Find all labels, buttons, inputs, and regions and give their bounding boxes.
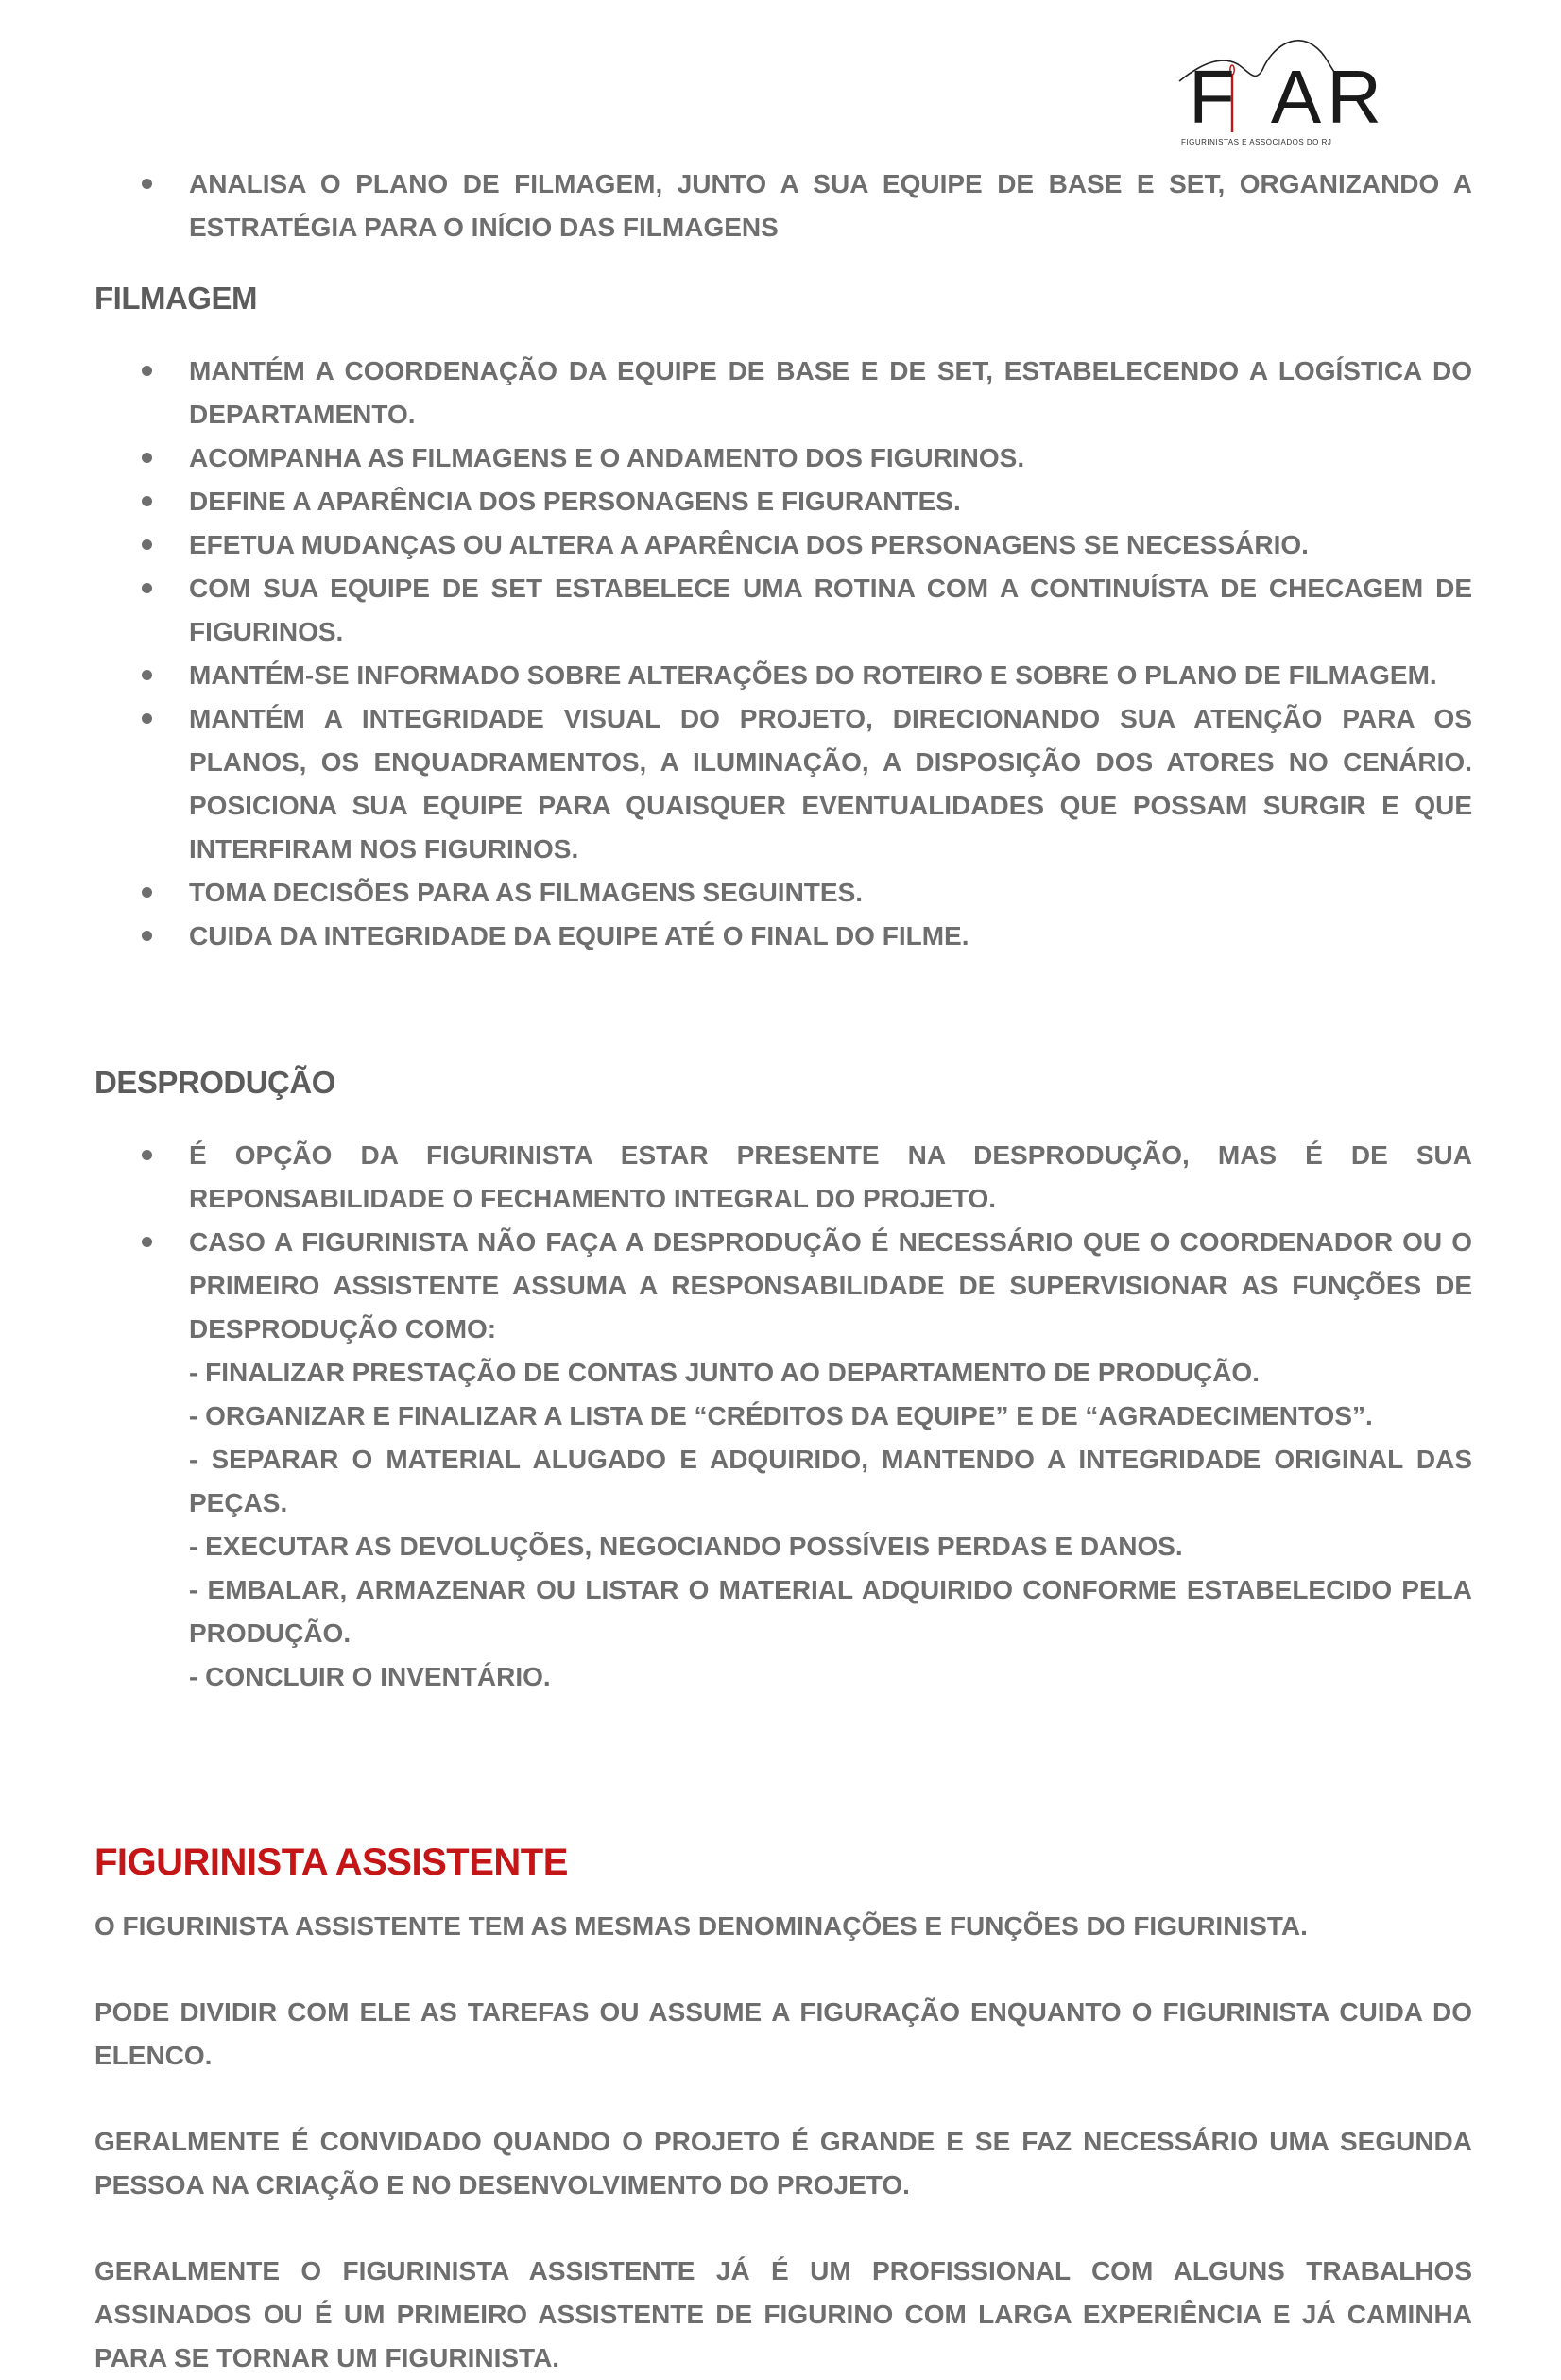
sub-item: - EXECUTAR AS DEVOLUÇÕES, NEGOCIANDO POSSÍVEIS PERDAS E DANOS.	[189, 1532, 1183, 1561]
bullet-dot-icon	[142, 1237, 152, 1247]
bullet-dot-icon	[142, 453, 152, 463]
logo-wordmark: FAR	[1189, 55, 1384, 139]
bullet-dot-icon	[142, 496, 152, 506]
sub-item: - EMBALAR, ARMAZENAR OU LISTAR O MATERIAL ADQUIRIDO CONFORME ESTABELECIDO PELA PRODUÇÃO.	[189, 1575, 1472, 1648]
section-title-desproducao: DESPRODUÇÃO	[94, 1065, 335, 1100]
list-item: CUIDA DA INTEGRIDADE DA EQUIPE ATÉ O FINAL DO FILME.	[94, 915, 1472, 958]
bullet-dot-icon	[142, 713, 152, 724]
bullet-dot-icon	[142, 583, 152, 593]
paragraph: GERALMENTE É CONVIDADO QUANDO O PROJETO É GRANDE E SE FAZ NECESSÁRIO UMA SEGUNDA PESSOA NA CRIAÇÃO E NO DESENVOLVIMENTO DO PROJETO.	[94, 2127, 1472, 2200]
bullet-dot-icon	[142, 366, 152, 376]
list-item: ACOMPANHA AS FILMAGENS E O ANDAMENTO DOS FIGURINOS.	[94, 437, 1472, 480]
list-item: EFETUA MUDANÇAS OU ALTERA A APARÊNCIA DOS PERSONAGENS SE NECESSÁRIO.	[94, 523, 1472, 567]
list-item: É OPÇÃO DA FIGURINISTA ESTAR PRESENTE NA DESPRODUÇÃO, MAS É DE SUA REPONSABILIDADE O FECHAMENTO INTEGRAL DO PROJETO.	[94, 1134, 1472, 1221]
list-item: ANALISA O PLANO DE FILMAGEM, JUNTO A SUA EQUIPE DE BASE E SET, ORGANIZANDO A ESTRATÉGIA PARA O INÍCIO DAS FILMAGENS	[94, 163, 1472, 249]
intro-bullet-list	[94, 163, 1472, 249]
sub-item: - SEPARAR O MATERIAL ALUGADO E ADQUIRIDO, MANTENDO A INTEGRIDADE ORIGINAL DAS PEÇAS.	[189, 1445, 1472, 1517]
bullet-dot-icon	[142, 887, 152, 898]
list-item: MANTÉM A INTEGRIDADE VISUAL DO PROJETO, DIRECIONANDO SUA ATENÇÃO PARA OS PLANOS, OS ENQUADRAMENTOS, A ILUMINAÇÃO, A DISPOSIÇÃO DOS ATORES NO CENÁRIO. POSICIONA SUA EQUIPE PARA QUAISQUER EVENTUALIDADES QUE POSSAM SURGIR E QUE INTERFIRAM NOS FIGURINOS.	[94, 697, 1472, 871]
section-title-filmagem: FILMAGEM	[94, 281, 257, 316]
content-column	[94, 163, 1472, 2380]
list-item: CASO A FIGURINISTA NÃO FAÇA A DESPRODUÇÃO É NECESSÁRIO QUE O COORDENADOR OU O PRIMEIRO ASSISTENTE ASSUMA A RESPONSABILIDADE DE SUPERVISIONAR AS FUNÇÕES DE DESPRODUÇÃO COMO: - FINALIZAR PRESTAÇÃO DE CONTAS JUNTO AO DEPARTAMENTO DE PRODUÇÃO. - ORGANIZAR E FINALIZAR A LISTA DE “CRÉDITOS DA EQUIPE” E DE “AGRADECIMENTOS”. - SEPARAR O MATERIAL ALUGADO E ADQUIRIDO, MANTENDO A INTEGRIDADE ORIGINAL DAS PEÇAS. - EXECUTAR AS DEVOLUÇÕES, NEGOCIANDO POSSÍVEIS PERDAS E DANOS. - EMBALAR, ARMAZENAR OU LISTAR O MATERIAL ADQUIRIDO CONFORME ESTABELECIDO PELA PRODUÇÃO. - CONCLUIR O INVENTÁRIO.	[94, 1221, 1472, 1699]
desproducao-bullet-list	[94, 1134, 1472, 1699]
sub-item: - ORGANIZAR E FINALIZAR A LISTA DE “CRÉDITOS DA EQUIPE” E DE “AGRADECIMENTOS”.	[189, 1401, 1373, 1430]
assistente-paragraphs	[94, 1905, 1472, 2380]
list-item: DEFINE A APARÊNCIA DOS PERSONAGENS E FIGURANTES.	[94, 480, 1472, 523]
section-title-figurinista-assistente: FIGURINISTA ASSISTENTE	[94, 1841, 568, 1883]
list-item: MANTÉM-SE INFORMADO SOBRE ALTERAÇÕES DO ROTEIRO E SOBRE O PLANO DE FILMAGEM.	[94, 654, 1472, 697]
sub-item: - FINALIZAR PRESTAÇÃO DE CONTAS JUNTO AO DEPARTAMENTO DE PRODUÇÃO.	[189, 1358, 1260, 1387]
paragraph: GERALMENTE O FIGURINISTA ASSISTENTE JÁ É UM PROFISSIONAL COM ALGUNS TRABALHOS ASSINADOS OU É UM PRIMEIRO ASSISTENTE DE FIGURINO COM LARGA EXPERIÊNCIA E JÁ CAMINHA PARA SE TORNAR UM FIGURINISTA.	[94, 2256, 1472, 2372]
fiar-logo	[1172, 26, 1384, 149]
sub-item: - CONCLUIR O INVENTÁRIO.	[189, 1662, 551, 1691]
bullet-dot-icon	[142, 1150, 152, 1160]
list-item: MANTÉM A COORDENAÇÃO DA EQUIPE DE BASE E DE SET, ESTABELECENDO A LOGÍSTICA DO DEPARTAMENTO.	[94, 350, 1472, 437]
filmagem-bullet-list	[94, 350, 1472, 958]
paragraph: O FIGURINISTA ASSISTENTE TEM AS MESMAS DENOMINAÇÕES E FUNÇÕES DO FIGURINISTA.	[94, 1911, 1308, 1941]
bullet-dot-icon	[142, 931, 152, 941]
bullet-dot-icon	[142, 539, 152, 550]
list-item: TOMA DECISÕES PARA AS FILMAGENS SEGUINTES.	[94, 871, 1472, 915]
bullet-dot-icon	[142, 670, 152, 680]
bullet-dot-icon	[142, 179, 152, 189]
list-item: COM SUA EQUIPE DE SET ESTABELECE UMA ROTINA COM A CONTINUÍSTA DE CHECAGEM DE FIGURINOS.	[94, 567, 1472, 654]
logo-tagline: FIGURINISTAS E ASSOCIADOS DO RJ	[1181, 138, 1332, 146]
paragraph: PODE DIVIDIR COM ELE AS TAREFAS OU ASSUME A FIGURAÇÃO ENQUANTO O FIGURINISTA CUIDA DO ELENCO.	[94, 1997, 1472, 2070]
